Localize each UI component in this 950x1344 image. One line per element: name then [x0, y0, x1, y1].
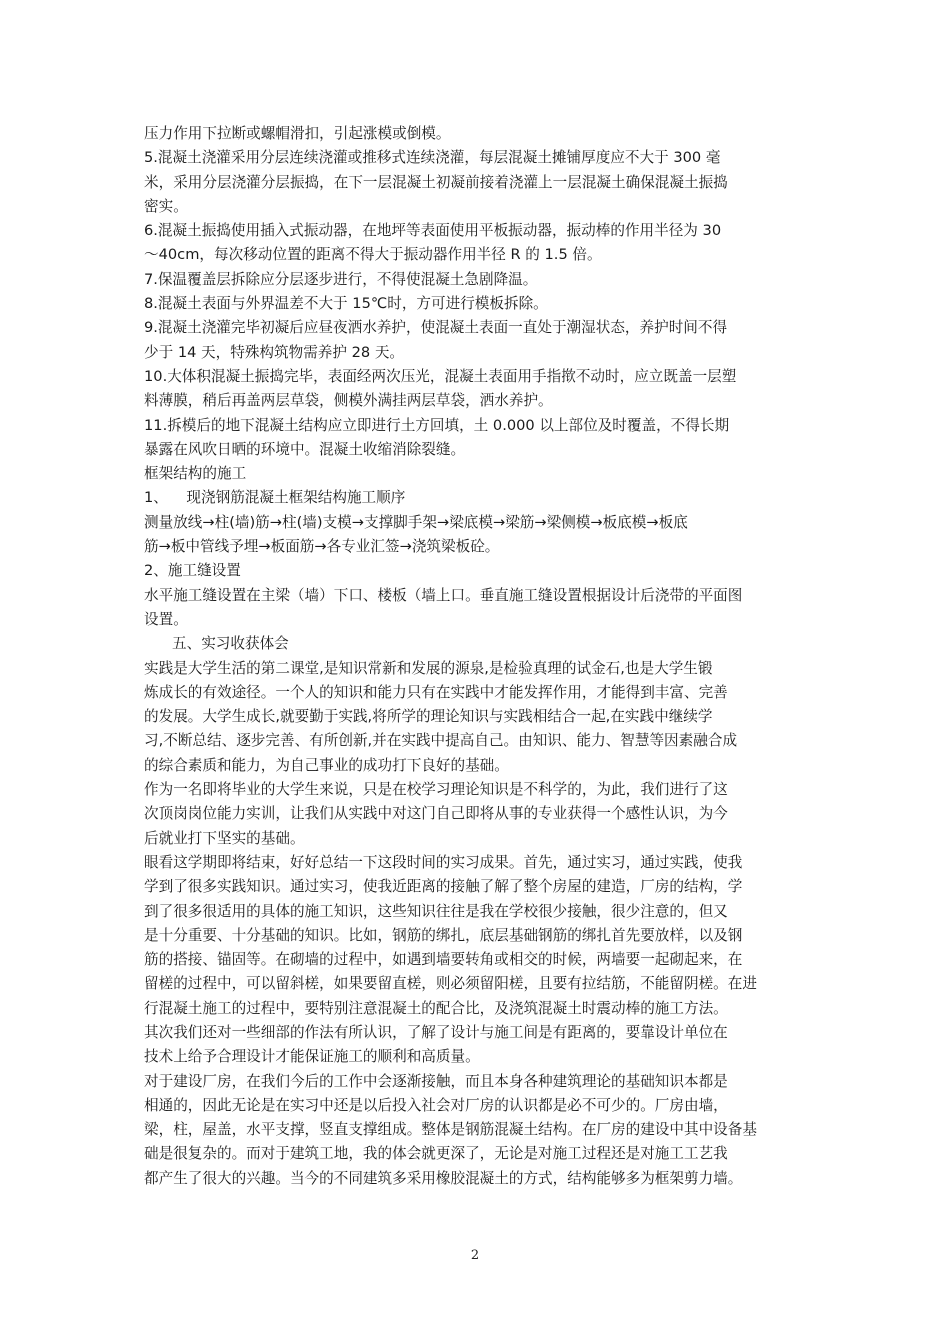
- text-line: 炼成长的有效途径。一个人的知识和能力只有在实践中才能发挥作用，才能得到丰富、完善: [144, 683, 728, 701]
- text-line: 设置。: [144, 610, 188, 628]
- text-line: 行混凝土施工的过程中，要特别注意混凝土的配合比，及浇筑混凝土时震动棒的施工方法。: [144, 999, 728, 1017]
- text-line: 是十分重要、十分基础的知识。比如，钢筋的绑扎，底层基础钢筋的绑扎首先要放样，以及钢: [144, 926, 743, 944]
- text-line: 料薄膜，稍后再盖两层草袋，侧模外满挂两层草袋，洒水养护。: [144, 392, 553, 410]
- text-line: 的发展。大学生成长,就要勤于实践,将所学的理论知识与实践相结合一起,在实践中继续学: [144, 708, 713, 726]
- text-line: 作为一名即将毕业的大学生来说，只是在校学习理论知识是不科学的，为此，我们进行了这: [144, 781, 728, 799]
- text-line: 对于建设厂房，在我们今后的工作中会逐渐接触，而且本身各种建筑理论的基础知识本都是: [144, 1072, 728, 1090]
- text-line: 测量放线→柱(墙)筋→柱(墙)支模→支撑脚手架→梁底模→梁筋→梁侧模→板底模→板底: [144, 513, 688, 531]
- text-line: 6.混凝土振捣使用插入式振动器，在地坪等表面使用平板振动器，振动棒的作用半径为 30: [144, 222, 722, 240]
- text-line: 少于 14 天，特殊构筑物需养护 28 天。: [144, 343, 405, 361]
- text-line: 实践是大学生活的第二课堂,是知识常新和发展的源泉,是检验真理的试金石,也是大学生锻: [144, 659, 713, 677]
- text-line: 10.大体积混凝土振捣完毕，表面经两次压光，混凝土表面用手指揿不动时，应立既盖一层塑: [144, 367, 737, 385]
- text-line: 技术上给予合理设计才能保证施工的顺利和高质量。: [144, 1048, 480, 1066]
- text-line: 次顶岗岗位能力实训，让我们从实践中对这门自己即将从事的专业获得一个感性认识，为今: [144, 805, 728, 823]
- subsection-heading: 1、 现浇钢筋混凝土框架结构施工顺序: [144, 489, 406, 507]
- text-line: 后就业打下坚实的基础。: [144, 829, 305, 847]
- text-line: 到了很多很适用的具体的施工知识，这些知识往往是我在学校很少接触，很少注意的，但又: [144, 902, 728, 920]
- page-number: 2: [470, 1248, 480, 1263]
- text-line: 11.拆模后的地下混凝土结构应立即进行土方回填，土 0.000 以上部位及时覆盖，不得长期: [144, 416, 730, 434]
- text-line: 8.混凝土表面与外界温差不大于 15℃时，方可进行模板拆除。: [144, 295, 548, 313]
- text-line: 其次我们还对一些细部的作法有所认识，了解了设计与施工间是有距离的，要靠设计单位在: [144, 1023, 728, 1041]
- text-line: 压力作用下拉断或螺帽滑扣，引起涨模或倒模。: [144, 125, 451, 142]
- text-line: 筋的搭接、锚固等。在砌墙的过程中，如遇到墙要转角或相交的时候，两墙要一起砌起来，在: [144, 951, 743, 969]
- section-heading: 框架结构的施工: [144, 465, 247, 483]
- text-line: 暴露在风吹日晒的环境中。混凝土收缩消除裂缝。: [144, 440, 466, 458]
- text-line: 习,不断总结、逐步完善、有所创新,并在实践中提高自己。由知识、能力、智慧等因素融合成: [144, 732, 738, 750]
- subsection-heading: 2、施工缝设置: [144, 562, 241, 580]
- text-line: 9.混凝土浇灌完毕初凝后应昼夜洒水养护，使混凝土表面一直处于潮湿状态，养护时间不得: [144, 319, 728, 337]
- text-line: ～40cm，每次移动位置的距离不得大于振动器作用半径 R 的 1.5 倍。: [144, 246, 602, 264]
- text-line: 相通的，因此无论是在实习中还是以后投入社会对厂房的认识都是必不可少的。厂房由墙，: [144, 1096, 728, 1114]
- text-line: 留槎的过程中，可以留斜槎，如果要留直槎，则必须留阳槎，且要有拉结筋，不能留阴槎。在进: [144, 975, 757, 993]
- text-line: 梁，柱，屋盖，水平支撑，竖直支撑组成。整体是钢筋混凝土结构。在厂房的建设中其中设备基: [144, 1121, 757, 1139]
- document-body: [144, 122, 820, 1191]
- text-line: 米，采用分层浇灌分层振捣，在下一层混凝土初凝前接着浇灌上一层混凝土确保混凝土振捣: [144, 173, 728, 191]
- section-heading: 五、实习收获体会: [172, 635, 289, 653]
- text-line: 都产生了很大的兴趣。当今的不同建筑多采用橡胶混凝土的方式，结构能够多为框架剪力墙。: [144, 1169, 743, 1187]
- text-line: 眼看这学期即将结束，好好总结一下这段时间的实习成果。首先，通过实习，通过实践，使我: [144, 853, 743, 871]
- text-line: 密实。: [144, 197, 188, 215]
- text-line: 学到了很多实践知识。通过实习，使我近距离的接触了解了整个房屋的建造，厂房的结构，学: [144, 878, 743, 896]
- text-line: 7.保温覆盖层拆除应分层逐步进行，不得使混凝土急剧降温。: [144, 270, 538, 288]
- text-line: 水平施工缝设置在主梁（墙）下口、楼板（墙上口。垂直施工缝设置根据设计后浇带的平面图: [144, 586, 743, 604]
- text-line: 础是很复杂的。而对于建筑工地，我的体会就更深了，无论是对施工过程还是对施工工艺我: [144, 1145, 728, 1163]
- text-line: 筋→板中管线予埋→板面筋→各专业汇签→浇筑梁板砼。: [144, 538, 500, 556]
- text-line: 的综合素质和能力，为自己事业的成功打下良好的基础。: [144, 756, 509, 774]
- text-line: 5.混凝土浇灌采用分层连续浇灌或推移式连续浇灌，每层混凝土摊铺厚度应不大于 300 毫: [144, 149, 721, 167]
